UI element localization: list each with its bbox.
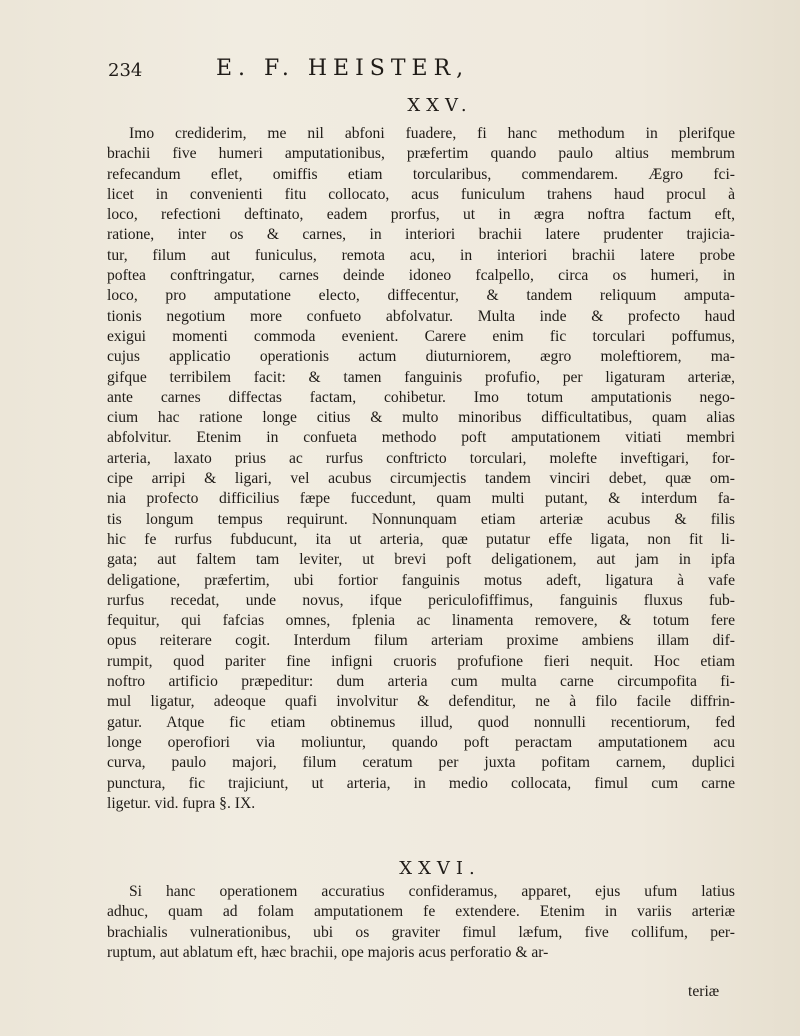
text-line: ruptum, aut ablatum eft, hæc brachii, ope majoris acus perforatio & ar- bbox=[107, 943, 549, 961]
text-line: hic fe rurfus fubducunt, ita ut arteria, quæ putatur effe ligata, non fit li- bbox=[107, 530, 735, 548]
running-title: E. F. HEISTER, bbox=[216, 56, 470, 81]
text-line: poftea conftringatur, carnes deinde idoneo fcalpello, circa os humeri, in bbox=[107, 267, 735, 285]
text-line: ligetur. vid. fupra §. IX. bbox=[107, 794, 256, 812]
text-line: punctura, fic trajiciunt, ut arteria, in medio collocata, fimul cum carne bbox=[107, 774, 735, 792]
text-line: Imo crediderim, me nil abfoni fuadere, fi hanc methodum in plerifque bbox=[129, 125, 735, 142]
text-line: abfolvitur. Etenim in confueta methodo poft amputationem vitiati membri bbox=[107, 429, 735, 447]
text-line: opus reiterare cogit. Interdum filum arteriam proxime ambiens illam dif- bbox=[107, 632, 735, 650]
text-line: deligatione, præfertim, ubi fortior fanguinis motus adeft, ligatura à vafe bbox=[107, 571, 735, 589]
catchword: teriæ bbox=[688, 983, 720, 1000]
text-line: fequitur, qui fafcias omnes, fplenia ac linamenta removere, & totum fere bbox=[107, 612, 735, 630]
text-line: tur, filum aut funiculus, remota acu, in interiori brachii latere probe bbox=[107, 246, 735, 264]
running-head bbox=[108, 56, 748, 86]
text-line: tionis negotium more confueto abfolvatur. Multa inde & profecto haud bbox=[107, 307, 735, 325]
page-number: 234 bbox=[108, 60, 143, 81]
text-line: refecandum eflet, omiffis etiam torcularibus, commendarem. Ægro fci- bbox=[107, 165, 735, 183]
section-xxvi-text bbox=[107, 882, 735, 963]
section-number-xxvi: XXVI. bbox=[399, 858, 481, 879]
text-line: arteria, laxato prius ac rurfus conftricto torculari, molefte inveftigari, for- bbox=[107, 449, 735, 467]
text-line: adhuc, quam ad folam amputationem fe extendere. Etenim in variis arteriæ bbox=[107, 903, 735, 921]
text-line: cium hac ratione longe citius & multo minoribus difficultatibus, quam alias bbox=[107, 409, 735, 427]
text-line: exigui momenti commoda evenient. Carere enim fic torculari poffumus, bbox=[107, 327, 735, 345]
text-line: mul ligatur, adeoque quafi involvitur & defenditur, ne à filo facile diffrin- bbox=[107, 693, 735, 711]
text-line: licet in convenienti fitu collocato, acus funiculum trahens haud procul à bbox=[107, 185, 735, 203]
text-line: gifque terribilem facit: & tamen fanguinis profufio, per ligaturam arteriæ, bbox=[107, 368, 735, 386]
text-line: rumpit, quod pariter fine infigni cruoris profufione fieri nequit. Hoc etiam bbox=[107, 652, 735, 670]
text-line: ratione, inter os & carnes, in interiori brachii latere prudenter trajicia- bbox=[107, 226, 735, 244]
text-line: ante carnes diffectas factam, cohibetur. Imo totum amputationis nego- bbox=[107, 388, 735, 406]
text-line: cujus applicatio operationis actum diuturniorem, ægro moleftiorem, ma- bbox=[107, 348, 735, 366]
text-line: curva, paulo majori, filum ceratum per juxta pofitam carnem, duplici bbox=[107, 754, 735, 772]
text-line: nia profecto difficilius fæpe fuccedunt, quam multi putant, & interdum fa- bbox=[107, 490, 735, 508]
text-line: gata; aut faltem tam leviter, ut brevi poft deligationem, aut jam in ipfa bbox=[107, 551, 735, 569]
text-line: loco, refectioni deftinato, eadem prorfus, ut in ægra noftra factum eft, bbox=[107, 206, 735, 224]
text-line: gatur. Atque fic etiam obtinemus illud, quod nonnulli recentiorum, fed bbox=[107, 713, 735, 731]
text-line: loco, pro amputatione electo, diffecentur, & tandem reliquum amputa- bbox=[107, 287, 735, 305]
section-xxv-text bbox=[107, 124, 735, 814]
text-line: brachialis vulnerationibus, ubi os graviter fimul læfum, five collifum, per- bbox=[107, 923, 735, 941]
text-line: rurfus recedat, unde novus, ifque periculofiffimus, fanguinis fluxus fub- bbox=[107, 591, 735, 609]
text-line: brachii five humeri amputationibus, præfertim quando paulo altius membrum bbox=[107, 145, 735, 163]
section-number-xxv: XXV. bbox=[407, 95, 473, 116]
text-line: cipe arripi & ligari, vel acubus circumjectis tandem vinciri debet, quæ om- bbox=[107, 470, 735, 488]
text-line: tis longum tempus requirunt. Nonnunquam etiam arteriæ acubus & filis bbox=[107, 510, 735, 528]
text-line: noftro artificio præpeditur: dum arteria cum multa carne circumpofita fi- bbox=[107, 673, 735, 691]
text-line: longe operofiori via moliuntur, quando poft peractam amputationem acu bbox=[107, 733, 735, 751]
text-line: Si hanc operationem accuratius confideramus, apparet, ejus ufum latius bbox=[129, 883, 735, 900]
